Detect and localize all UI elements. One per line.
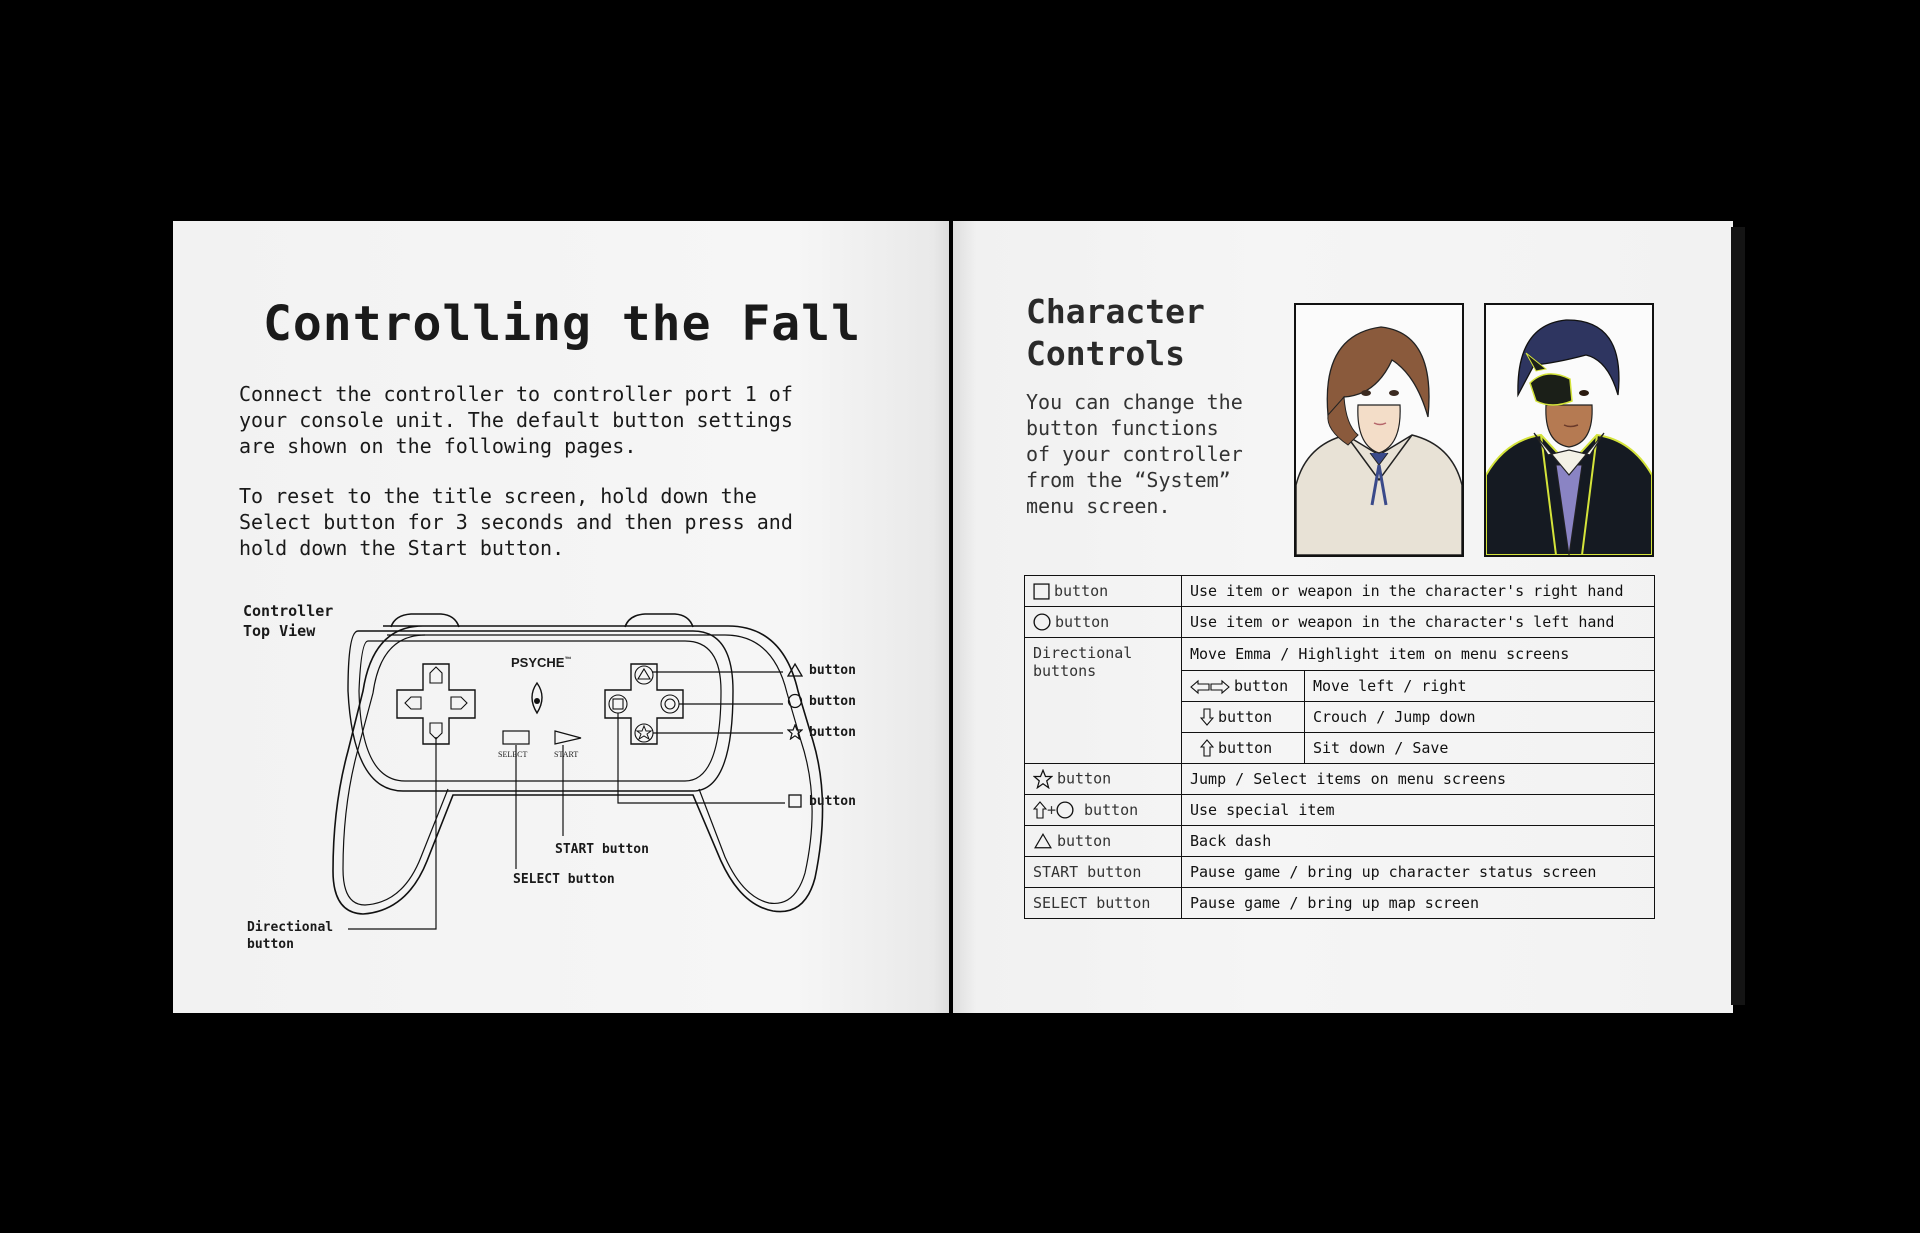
action-cell: Pause game / bring up map screen — [1182, 888, 1655, 919]
emma-portrait — [1294, 303, 1464, 557]
action-cell: Pause game / bring up character status screen — [1182, 857, 1655, 888]
start-button-callout: START button — [555, 842, 649, 857]
action-cell: Move left / right — [1305, 671, 1655, 702]
controller-diagram — [173, 221, 949, 1013]
circle-icon — [787, 693, 803, 709]
key-cell: button — [1025, 576, 1182, 607]
key-cell: button — [1025, 607, 1182, 638]
circle-icon — [1056, 801, 1074, 819]
right-page — [953, 221, 1733, 1013]
key-cell: button — [1182, 733, 1305, 764]
table-row — [1025, 638, 1655, 764]
key-cell: button — [1025, 764, 1182, 795]
page-title: Controlling the Fall — [263, 296, 861, 352]
directional-subtable — [1182, 671, 1654, 763]
key-cell: Directional buttons — [1025, 638, 1182, 764]
action-cell: Sit down / Save — [1305, 733, 1655, 764]
star-button-callout: button — [787, 724, 856, 740]
table-row — [1182, 671, 1654, 702]
emma-illustration — [1296, 305, 1462, 555]
circle-icon — [1033, 613, 1051, 631]
square-icon — [1033, 583, 1050, 600]
table-row — [1025, 607, 1655, 638]
face-buttons-cross — [605, 664, 683, 744]
table-row — [1025, 826, 1655, 857]
section-paragraph: You can change the button functions of your controller from the “System” menu screen. — [1026, 390, 1243, 518]
directional-button-callout: Directional button — [247, 920, 334, 952]
square-button-callout: button — [787, 793, 856, 809]
booklet-page-edge — [1731, 227, 1745, 1005]
select-button-callout: SELECT button — [513, 872, 615, 887]
star-icon — [1033, 769, 1053, 789]
action-cell: Use item or weapon in the character's right hand — [1182, 576, 1655, 607]
up-arrow-icon — [1033, 801, 1047, 819]
left-right-arrows-icon — [1190, 679, 1230, 695]
table-row — [1025, 888, 1655, 919]
circle-button-callout: button — [787, 693, 856, 709]
reset-paragraph: To reset to the title screen, hold down the Select button for 3 seconds and then press and hold down the Start button. — [239, 484, 793, 560]
down-arrow-icon — [1200, 708, 1214, 726]
directional-action: Move Emma / Highlight item on menu screens — [1182, 638, 1654, 671]
key-cell: SELECT button — [1025, 888, 1182, 919]
action-cell: Use special item — [1182, 795, 1655, 826]
select-button-shape — [503, 731, 529, 744]
select-small-label: SELECT — [498, 750, 528, 759]
action-cell: Use item or weapon in the character's left hand — [1182, 607, 1655, 638]
up-arrow-icon — [1200, 739, 1214, 757]
table-row — [1025, 576, 1655, 607]
table-row — [1182, 702, 1654, 733]
table-row — [1025, 857, 1655, 888]
triangle-icon — [787, 662, 803, 678]
masked-character-portrait — [1484, 303, 1654, 557]
action-cell — [1182, 638, 1655, 764]
left-page — [173, 221, 949, 1013]
square-icon — [787, 793, 803, 809]
section-title: Character Controls — [1026, 292, 1205, 373]
key-cell: button — [1025, 826, 1182, 857]
brand-logo-text: PSYCHE™ — [511, 655, 572, 670]
intro-paragraph: Connect the controller to controller port 1 of your console unit. The default button settings are shown on the following pages. — [239, 382, 793, 458]
controller-view-label: Controller Top View — [243, 602, 334, 640]
triangle-button-callout: button — [787, 662, 856, 678]
triangle-icon — [1033, 832, 1053, 850]
action-cell: Jump / Select items on menu screens — [1182, 764, 1655, 795]
table-row — [1025, 795, 1655, 826]
dpad — [397, 664, 475, 744]
key-cell: button — [1182, 702, 1305, 733]
table-row — [1182, 733, 1654, 764]
character-controls-table — [1024, 575, 1655, 919]
plus-sign: + — [1047, 800, 1057, 819]
masked-character-illustration — [1486, 305, 1652, 555]
controller-body — [333, 626, 823, 914]
left-shoulder — [391, 614, 459, 627]
key-cell: + button — [1025, 795, 1182, 826]
key-cell: button — [1182, 671, 1305, 702]
star-icon — [787, 724, 803, 740]
action-cell: Back dash — [1182, 826, 1655, 857]
start-button-shape — [555, 731, 581, 744]
key-cell: START button — [1025, 857, 1182, 888]
table-row — [1025, 764, 1655, 795]
right-shoulder — [625, 614, 693, 627]
start-small-label: START — [554, 750, 579, 759]
action-cell: Crouch / Jump down — [1305, 702, 1655, 733]
